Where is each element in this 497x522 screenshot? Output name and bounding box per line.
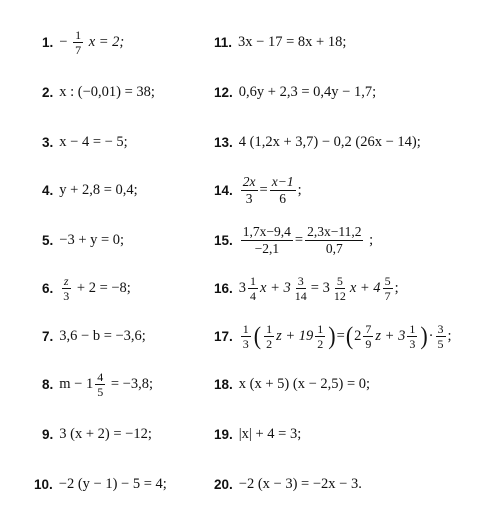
fraction: $\frac{1}{4}$: [250, 273, 257, 303]
fraction: $\frac{1}{3}$: [242, 321, 249, 351]
fraction: $\frac{2,3x-11,2}{0,7}$: [307, 224, 362, 256]
fraction: $\frac{x-1}{6}$: [271, 174, 294, 206]
equation-text: x (x + 5) (x − 2,5) = 0;: [238, 375, 371, 392]
problem-number: 11.: [214, 34, 233, 50]
problem-number: 9.: [42, 426, 54, 442]
equals-sign: =: [294, 231, 304, 248]
fraction: $\frac{3}{14}$: [294, 273, 307, 303]
equation-text: 3 (x + 2) = −12;: [59, 425, 152, 442]
equation-text: x : (−0,01) = 38;: [59, 83, 155, 100]
problem-number: 1.: [42, 34, 54, 50]
semicolon: ;: [447, 327, 452, 344]
problem-9: [42, 414, 152, 454]
equation-text: 3,6 − b = −3,6;: [59, 327, 146, 344]
problem-number: 2.: [42, 84, 54, 100]
multiply-dot: ·: [428, 327, 434, 344]
left-paren: (: [253, 321, 262, 350]
right-paren: ): [328, 321, 336, 350]
equation-part: −: [59, 33, 68, 50]
fraction: $\frac{1,7x-9,4}{-2,1}$: [242, 224, 291, 256]
problem-12: [214, 72, 376, 112]
whole-part: 3: [322, 279, 330, 296]
semicolon: ;: [394, 279, 399, 296]
whole-part: 2: [354, 327, 362, 344]
fraction: $\frac{1}{2}$: [317, 321, 324, 351]
problem-4: [42, 170, 138, 210]
problem-17: [214, 316, 452, 356]
problem-number: 3.: [42, 134, 54, 150]
equation-text: x − 4 = − 5;: [59, 133, 128, 150]
problem-number: 18.: [214, 376, 233, 392]
semicolon: ;: [369, 231, 374, 248]
problem-number: 16.: [214, 280, 233, 296]
equation-text: 0,6y + 2,3 = 0,4y − 1,7;: [238, 83, 377, 100]
problem-number: 6.: [42, 280, 54, 296]
equals-sign: =: [336, 327, 345, 344]
left-paren: (: [345, 321, 354, 350]
whole-part: 3: [238, 279, 247, 296]
problem-number: 13.: [214, 134, 233, 150]
problem-3: [42, 122, 128, 162]
problem-6: [42, 268, 131, 308]
equation-part: x = 2;: [88, 33, 125, 50]
fraction: $\frac{1}{7}$: [75, 27, 82, 57]
equation-part: m − 1: [59, 375, 94, 392]
problem-11: [214, 22, 346, 62]
equation-text: |x| + 4 = 3;: [238, 425, 302, 442]
problem-16: [214, 268, 399, 308]
equation-text: 4 (1,2x + 3,7) − 0,2 (26x − 14);: [238, 133, 421, 150]
fraction: $\frac{1}{3}$: [409, 321, 416, 351]
fraction: $\frac{2x}{3}$: [242, 174, 256, 206]
equation-part: z + 3: [375, 327, 406, 344]
problem-number: 5.: [42, 232, 54, 248]
equation-text: −2 (x − 3) = −2x − 3.: [238, 475, 362, 492]
problem-7: [42, 316, 146, 356]
problem-18: [214, 364, 370, 404]
problem-5: [42, 220, 124, 260]
problem-number: 8.: [42, 376, 54, 392]
problem-2: [42, 72, 155, 112]
problem-8: [42, 364, 153, 404]
fraction: $\frac{4}{5}$: [97, 369, 104, 399]
right-paren: ): [420, 321, 428, 350]
problem-14: [214, 170, 302, 210]
problem-number: 4.: [42, 182, 54, 198]
equals-sign: =: [259, 181, 268, 198]
problem-number: 14.: [214, 182, 233, 198]
equals-sign: =: [310, 279, 319, 296]
equation-part: x + 4: [349, 279, 381, 296]
equation-text: −2 (y − 1) − 5 = 4;: [58, 475, 167, 492]
problem-number: 19.: [214, 426, 233, 442]
fraction: $\frac{5}{7}$: [384, 273, 391, 303]
fraction: $\frac{z}{3}$: [63, 273, 70, 303]
problem-20: [214, 464, 362, 504]
semicolon: ;: [297, 181, 302, 198]
equation-part: z + 19: [276, 327, 314, 344]
problem-13: [214, 122, 421, 162]
equation-text: −3 + y = 0;: [59, 231, 125, 248]
problem-number: 10.: [34, 476, 53, 492]
fraction: $\frac{1}{2}$: [266, 321, 273, 351]
equation-part: x + 3: [260, 279, 291, 296]
fraction: $\frac{3}{5}$: [437, 321, 444, 351]
problem-1: [42, 22, 124, 62]
problem-number: 7.: [42, 328, 54, 344]
problem-number: 15.: [214, 232, 233, 248]
fraction: $\frac{5}{12}$: [333, 273, 346, 303]
problem-19: [214, 414, 301, 454]
problem-number: 17.: [214, 328, 233, 344]
equation-part: + 2 = −8;: [76, 279, 131, 296]
equation-text: y + 2,8 = 0,4;: [59, 181, 138, 198]
problem-15: [214, 220, 373, 260]
equation-part: = −3,8;: [110, 375, 153, 392]
problem-number: 12.: [214, 84, 233, 100]
equation-text: 3x − 17 = 8x + 18;: [238, 33, 347, 50]
problem-10: [34, 464, 167, 504]
fraction: $\frac{7}{9}$: [365, 321, 372, 351]
problem-number: 20.: [214, 476, 233, 492]
